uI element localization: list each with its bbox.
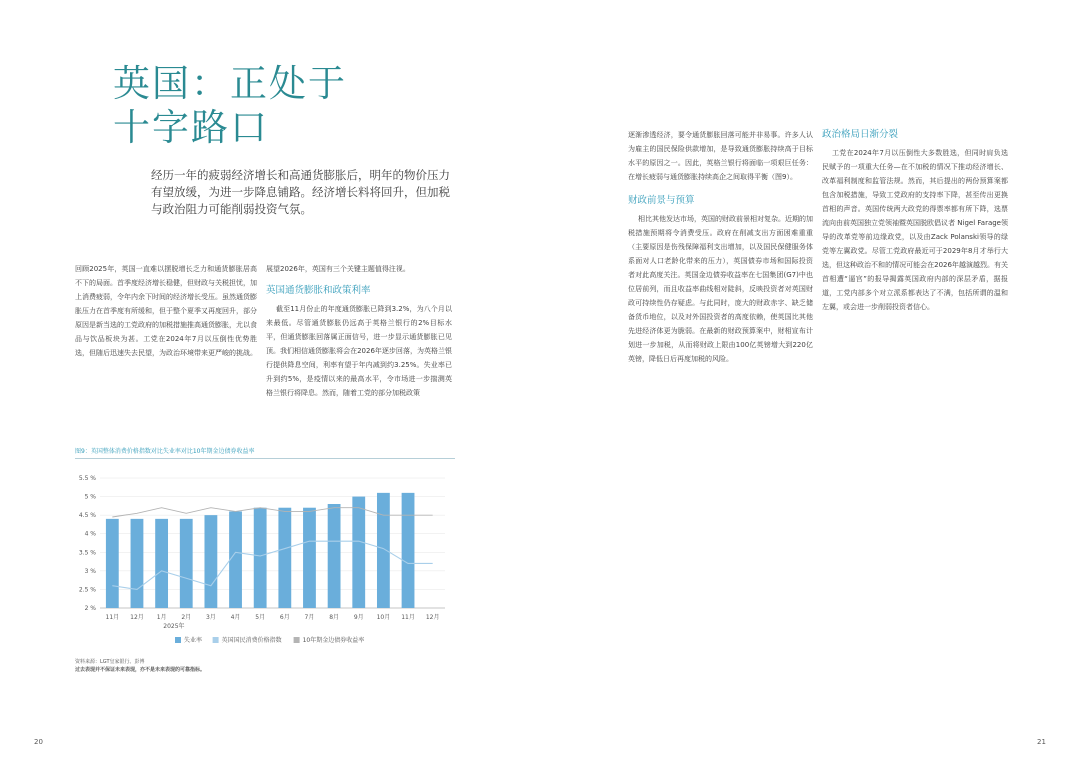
- y-tick-label: 5.5 %: [78, 475, 96, 482]
- politics-heading: 政治格局日渐分裂: [822, 129, 899, 140]
- inflation-heading: 英国通货膨胀和政策利率: [266, 285, 371, 296]
- figure-caption: 图9：英国整体消费价格指数对比失业率对比10年期金边债券收益率: [75, 446, 455, 459]
- y-tick-label: 3.5 %: [78, 549, 96, 557]
- x-tick-label: 1月: [156, 614, 167, 621]
- x-tick-label: 7月: [304, 614, 315, 621]
- x-tick-label: 2月: [181, 614, 192, 621]
- figure-chart: [75, 462, 455, 652]
- column-1: [75, 262, 257, 360]
- unemployment-bar: [204, 515, 217, 608]
- x-tick-label: 4月: [230, 614, 241, 621]
- x-tick-label: 9月: [353, 614, 364, 621]
- col2-paragraph: 截至11月份止的年度通货膨胀已降到3.2%，为八个月以来最低。尽管通货膨胀仍远高于英格兰银行的2%目标水平，但通货膨胀回落属正面信号，进一步显示通货膨胀已见顶。我们相信通货膨胀将会在2026年逐步回落，为英格兰银行提供降息空间，利率有望于年内减到约3.25%。失业率已升到约5%，是疫情以来的最高水平，令市场进一步揣测英格兰银行将降息。然而，随着工党的部分加税政策: [266, 305, 452, 397]
- title-line-2: 十字路口: [113, 106, 269, 149]
- x-tick-label: 10月: [376, 614, 391, 621]
- x-tick-label: 6月: [279, 614, 290, 621]
- figure-source: [75, 658, 455, 674]
- x-tick-label: 12月: [130, 614, 144, 621]
- legend-label: 失业率: [184, 637, 203, 644]
- x-tick-label: 11月: [401, 614, 415, 621]
- unemployment-bar: [352, 497, 365, 608]
- legend-label: 10年期金边债券收益率: [302, 637, 365, 644]
- column-2: [266, 262, 452, 400]
- col2-intro: 展望2026年，英国有三个关键主题值得注视。: [266, 265, 410, 273]
- page-title: [113, 62, 433, 150]
- x-tick-label: 8月: [329, 614, 340, 621]
- year-label: 2025年: [163, 623, 185, 630]
- legend-swatch: [213, 637, 219, 643]
- legend-swatch: [175, 637, 181, 643]
- title-line-1: 英国：正处于: [113, 62, 347, 105]
- source-line: 资料来源：LGT皇家银行、彭博: [75, 659, 145, 665]
- col1-paragraph: 回顾2025年，英国一直难以摆脱增长乏力和通货膨胀居高不下的局面。首季度经济增长稳健，但财政与关税担忧，加上消费疲弱，令年内余下时间的经济增长受压。虽然通货膨胀压力在首季度有所缓和，但于整个夏季又再度回升，部分原因是新当选的工党政府的加税措施推高通货膨胀，尤以食品与饮品板块为甚。工党在2024年7月以压倒性优势胜选，但随后迅速失去民望，为政治环境带来更严峻的挑战。: [75, 265, 257, 357]
- page-number-right: 21: [1037, 738, 1046, 746]
- unemployment-bar: [180, 519, 193, 608]
- unemployment-bar: [328, 504, 341, 608]
- y-tick-label: 3 %: [84, 567, 96, 575]
- x-tick-label: 5月: [255, 614, 266, 621]
- column-3: [628, 128, 813, 366]
- x-tick-label: 11月: [105, 614, 120, 621]
- disclaimer-line: 过去表现并不保证未来表现，亦不是未来表现的可靠指标。: [75, 667, 206, 673]
- y-tick-label: 2 %: [84, 605, 96, 612]
- unemployment-bar: [229, 511, 242, 608]
- col3-paragraph: 相比其他发达市场，英国的财政前景相对复杂。近期的加税措施预期将令消费受压。政府在削减支出方面困难重重（主要原因是伤残保障福利支出增加，以及国民保健服务体系面对人口老龄化带来的压力），英国债券市场和国际投资者对此高度关注。英国金边债券收益率在七国集团(G7)中也位居前列，而且收益率曲线相对陡斜，反映投资者对英国财政可持续性仍存疑虑。与此同时，庞大的财政赤字、缺乏储备货币地位，以及对外国投资者的高度依赖，使英国比其他先进经济体更为脆弱。在最新的财政预算案中，财相宣布计划进一步加税，从而将财政上限由100亿英镑增大到220亿英镑，降低日后再度加税的风险。: [628, 215, 813, 363]
- y-tick-label: 4 %: [84, 530, 96, 538]
- unemployment-bar: [377, 493, 390, 608]
- col4-paragraph: 工党在2024年7月以压倒性大多数胜选，但同时肩负选民赋予的一项重大任务—在不加税的情况下推动经济增长、改革福利制度和监管法规。然而，其后提出的两份预算案都包含加税措施，导致工党政府的支持率下降，甚至传出更换首相的声音。英国传统两大政党的得票率都有所下降，选票流向由前英国独立党领袖暨英国脱欧倡议者 Nigel Farage领导的改革党等前边缘政党，以及由Zack Polanski领导的绿党等左翼政党。尽管工党政府最近可于2029年8月才举行大选，但这种政治不和的情况可能会在2026年越演越烈。有关首相遭“逼宫”的报导揭露英国政府内部的深层矛盾，据报道，工党内部多个对立派系都表达了不满，包括所谓的温和左翼，或会进一步削弱投资者信心。: [822, 149, 1008, 311]
- legend-label: 英国国民消费价格指数: [221, 637, 282, 644]
- y-tick-label: 4.5 %: [78, 512, 96, 520]
- x-tick-label: 3月: [205, 614, 216, 621]
- unemployment-bar: [131, 519, 144, 608]
- unemployment-bar: [106, 519, 119, 608]
- fiscal-heading: 财政前景与预算: [628, 195, 695, 206]
- y-tick-label: 5 %: [84, 493, 96, 501]
- y-tick-label: 2.5 %: [78, 586, 96, 594]
- column-4: [822, 128, 1008, 314]
- col3-continued: 逐渐渗透经济，要令通货膨胀回落可能并非易事。许多人认为雇主的国民保险供款增加，是导致通货膨胀持续高于目标水平的原因之一。因此，英格兰银行将面临一项艰巨任务：在增长疲弱与通货膨胀持续高企之间取得平衡（图9）。: [628, 131, 813, 181]
- legend-swatch: [294, 637, 300, 643]
- intro-paragraph: 经历一年的疲弱经济增长和高通货膨胀后，明年的物价压力有望放缓，为进一步降息铺路。经济增长料将回升，但加税与政治阻力可能削弱投资气氛。: [151, 168, 450, 216]
- x-tick-label: 12月: [425, 614, 440, 621]
- page-number-left: 20: [34, 738, 43, 746]
- unemployment-bar: [155, 519, 168, 608]
- unemployment-bar: [402, 493, 415, 608]
- unemployment-bar: [278, 508, 291, 608]
- unemployment-bar: [254, 508, 267, 608]
- unemployment-bar: [303, 508, 316, 608]
